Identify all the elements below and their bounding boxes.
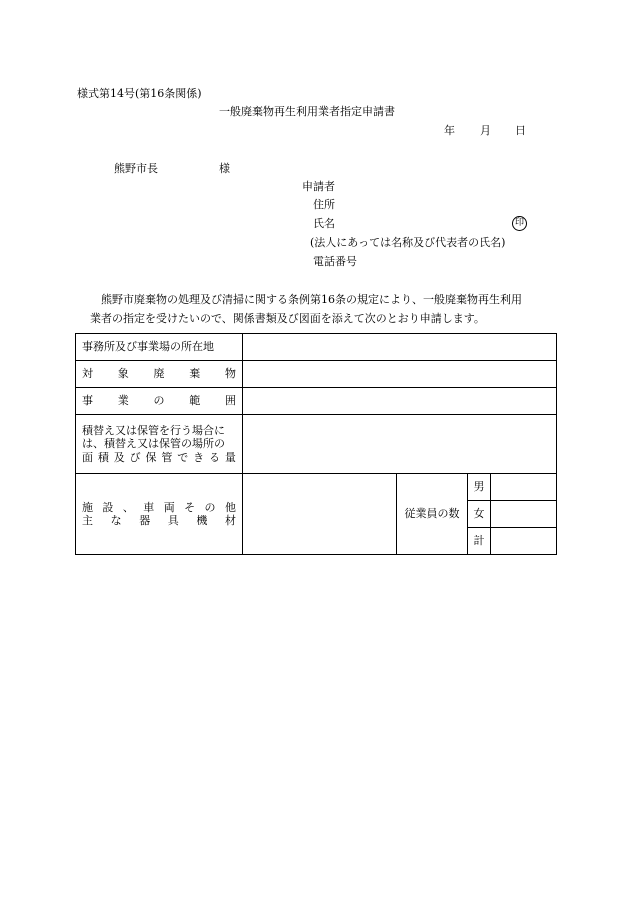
scope-label: 事 業 の 範 囲 [82,394,236,408]
addressee-honorific: 様 [219,162,230,175]
body-text-line1: 熊野市廃棄物の処理及び清掃に関する条例第16条の規定により、一般廃棄物再生利用 [101,293,522,306]
male-label-cell [468,474,491,501]
seal-mark: 印 [512,216,527,231]
female-count-input[interactable] [491,501,557,528]
location-label: 事務所及び事業場の所在地 [82,340,214,354]
facilities-label-cell [76,474,243,555]
female-label-cell [468,501,491,528]
storage-label-line1: 積替え又は保管を行う場合に [82,424,225,438]
facilities-input-cell[interactable] [243,474,397,555]
storage-input-cell[interactable] [243,415,557,474]
waste-input-cell[interactable] [243,361,557,388]
table-row [76,361,557,388]
body-text-line2: 業者の指定を受けたいので、関係書類及び図面を添えて次のとおり申請します。 [90,312,485,325]
applicant-name-label: 氏名 [313,217,335,230]
employees-label: 従業員の数 [404,507,460,521]
form-number: 様式第14号(第16条関係) [77,87,202,100]
applicant-phone-label: 電話番号 [313,255,357,268]
date-year-label: 年 [444,124,455,137]
applicant-name-note: (法人にあっては名称及び代表者の氏名) [310,236,506,249]
date-month-label: 月 [480,124,491,137]
scope-label-cell [76,388,243,415]
employees-label-cell [397,474,468,555]
waste-label-cell [76,361,243,388]
storage-label-line3: 面 積 及 び 保 管 で き る 量 [82,450,236,464]
scope-input-cell[interactable] [243,388,557,415]
table-row [76,334,557,361]
total-count-input[interactable] [491,528,557,555]
total-label: 計 [473,534,485,548]
applicant-heading: 申請者 [302,180,335,193]
form-title: 一般廃棄物再生利用業者指定申請書 [219,105,395,118]
male-count-input[interactable] [491,474,557,501]
location-label-cell [76,334,243,361]
table-row [76,415,557,474]
storage-label-cell [76,415,243,474]
female-label: 女 [473,507,485,521]
male-label: 男 [473,480,485,494]
application-table [75,333,557,555]
location-input-cell[interactable] [243,334,557,361]
applicant-address-label: 住所 [313,198,335,211]
facilities-label-line2: 主 な 器 具 機 材 [82,514,236,527]
table-row [76,474,557,501]
facilities-label-line1: 施 設 、 車 両 そ の 他 [82,500,236,514]
storage-label-line2: は、積替え又は保管の場所の [82,437,225,451]
total-label-cell [468,528,491,555]
table-row [76,388,557,415]
date-day-label: 日 [515,124,526,137]
addressee-name: 熊野市長 [114,162,158,175]
waste-label: 対 象 廃 棄 物 [82,367,236,381]
